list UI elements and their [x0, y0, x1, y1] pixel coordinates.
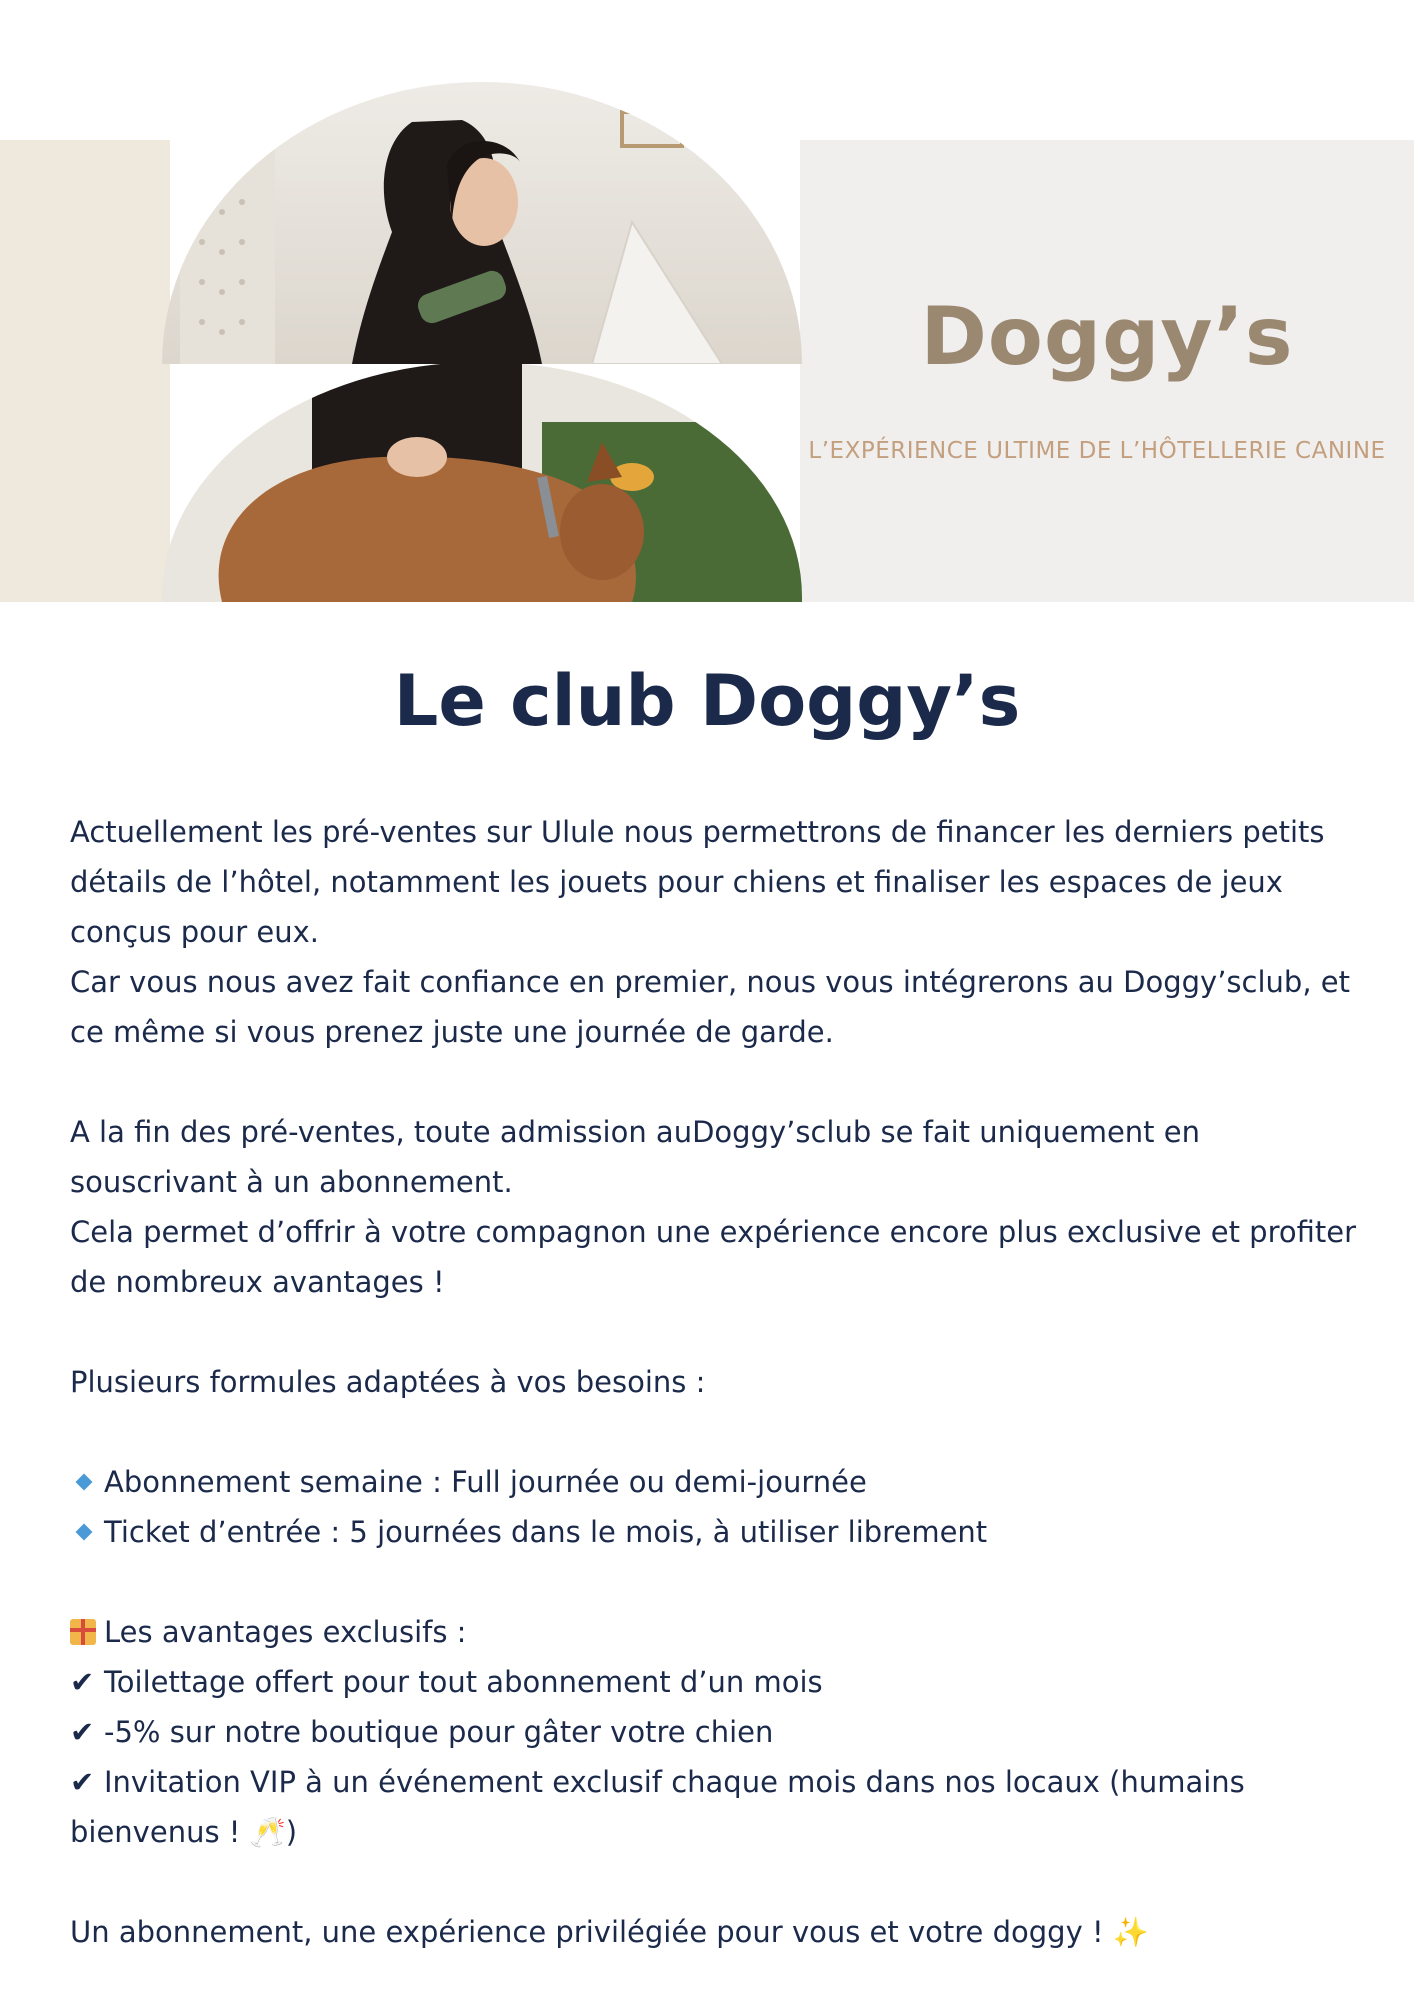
- advantage-item: [70, 1757, 1370, 1857]
- spacer: [70, 1407, 1370, 1457]
- advantage-item-label: Toilettage offert pour tout abonnement d’un mois: [104, 1665, 823, 1699]
- advantage-item-label: -5% sur notre boutique pour gâter votre chien: [104, 1715, 774, 1749]
- formula-item: [70, 1457, 1370, 1507]
- header-band-left: [0, 140, 170, 602]
- admission-paragraph-1: A la fin des pré-ventes, toute admission auDoggy’sclub se fait uniquement en souscrivant à un abonnement.: [70, 1115, 1200, 1199]
- advantage-item: [70, 1707, 1370, 1757]
- admission-paragraph-2: Cela permet d’offrir à votre compagnon une expérience encore plus exclusive et profiter de nombreux avantages !: [70, 1215, 1357, 1299]
- gift-icon: [70, 1619, 96, 1645]
- advantage-item-label: Invitation VIP à un événement exclusif chaque mois dans nos locaux (humains bienvenus ! 🥂): [70, 1765, 1245, 1849]
- content-body: [70, 807, 1370, 1957]
- spacer: [70, 1857, 1370, 1907]
- checkmark-icon: ✔: [70, 1765, 95, 1799]
- formula-item-label: Ticket d’entrée : 5 journées dans le mois, à utiliser librement: [104, 1515, 988, 1549]
- checkmark-icon: ✔: [70, 1665, 95, 1699]
- spacer: [70, 1557, 1370, 1607]
- diamond-bullet-icon: [76, 1474, 93, 1491]
- brand-title: Doggy’s: [920, 290, 1294, 383]
- advantages-heading: Les avantages exclusifs :: [104, 1615, 467, 1649]
- closing-text: Un abonnement, une expérience privilégiée pour vous et votre doggy !: [70, 1915, 1104, 1949]
- checkmark-icon: ✔: [70, 1715, 95, 1749]
- closing-line: [70, 1907, 1370, 1957]
- advantage-item: [70, 1657, 1370, 1707]
- formulas-heading: Plusieurs formules adaptées à vos besoins :: [70, 1365, 706, 1399]
- advantages-heading-row: [70, 1607, 1370, 1657]
- spacer: [70, 1307, 1370, 1357]
- advantages-section: [70, 1607, 1370, 1857]
- intro-paragraph-2: Car vous nous avez fait confiance en premier, nous vous intégrerons au Doggy’sclub, et ce même si vous prenez juste une journée de garde.: [70, 965, 1350, 1049]
- formula-list: [70, 1457, 1370, 1557]
- sparkles-icon: ✨: [1112, 1915, 1149, 1949]
- page-title: Le club Doggy’s: [393, 660, 1021, 742]
- brand-tagline: L’EXPÉRIENCE ULTIME DE L’HÔTELLERIE CANINE: [808, 438, 1386, 464]
- formula-item-label: Abonnement semaine : Full journée ou demi-journée: [104, 1465, 867, 1499]
- spacer: [70, 1057, 1370, 1107]
- formula-item: [70, 1507, 1370, 1557]
- header-photo: [162, 82, 802, 602]
- diamond-bullet-icon: [76, 1524, 93, 1541]
- intro-paragraph-1: Actuellement les pré-ventes sur Ulule nous permettrons de financer les derniers petits détails de l’hôtel, notamment les jouets pour chiens et finaliser les espaces de jeux conçus pour eux.: [70, 815, 1325, 949]
